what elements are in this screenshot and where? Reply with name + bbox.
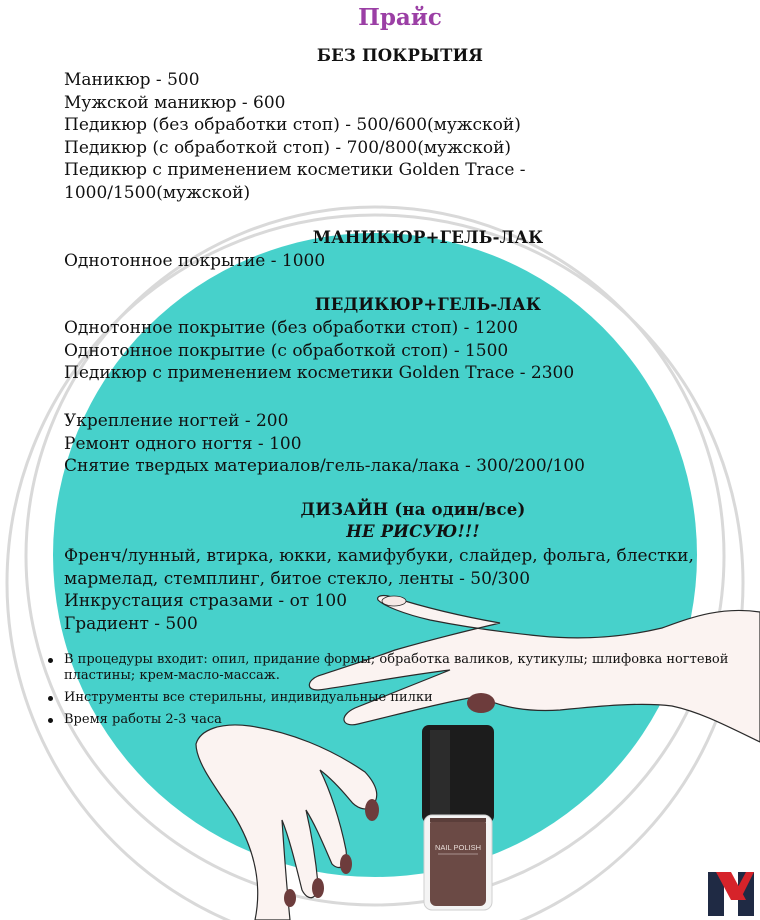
heading-no-coating: БЕЗ ПОКРЫТИЯ [316,46,484,65]
price-line: Градиент - 500 [64,613,198,634]
page-title: Прайс [358,4,442,31]
price-line: Инкрустация стразами - от 100 [64,591,348,612]
note-item: Инструменты все стерильны, индивидуальные пилки [48,690,748,706]
price-line: Однотонное покрытие (без обработки стоп) - 1200 [64,318,519,338]
bottle-label: NAIL POLISH [435,843,481,852]
price-line: Педикюр (без обработки стоп) - 500/600(мужской) [64,115,521,136]
price-line: 1000/1500(мужской) [64,182,251,203]
note-item: В процедуры входит: опил, придание формы; обработка валиков, кутикулы; шлифовка ногтевой пластины; крем-масло-массаж. [48,652,748,684]
heading-pedicure-gel: ПЕДИКЮР+ГЕЛЬ-ЛАК [314,295,542,314]
note-item: Время работы 2-3 часа [48,712,748,728]
price-line: Педикюр (с обработкой стоп) - 700/800(мужской) [64,137,512,158]
price-line: Ремонт одного ногтя - 100 [64,433,302,454]
price-line: Мужской маникюр - 600 [64,92,286,113]
price-line: Педикюр с применением косметики Golden Trace - 2300 [64,363,575,384]
heading-manicure-gel: МАНИКЮР+ГЕЛЬ-ЛАК [312,228,544,247]
price-line: Однотонное покрытие (с обработкой стоп) - 1500 [64,340,509,361]
price-line: Однотонное покрытие - 1000 [64,251,326,271]
price-line: мармелад, стемплинг, битое стекло, ленты - 50/300 [64,568,531,589]
price-line: Укрепление ногтей - 200 [64,411,289,431]
price-line: Педикюр с применением косметики Golden Trace - [64,160,526,181]
price-line: Снятие твердых материалов/гель-лака/лака - 300/200/100 [64,456,585,477]
design-subheading: НЕ РИСУЮ!!! [346,522,480,541]
price-line: Френч/лунный, втирка, юкки, камифубуки, слайдер, фольга, блестки, [64,546,694,566]
price-line: Маникюр - 500 [64,70,200,90]
heading-design: ДИЗАЙН (на один/все) [300,500,526,519]
